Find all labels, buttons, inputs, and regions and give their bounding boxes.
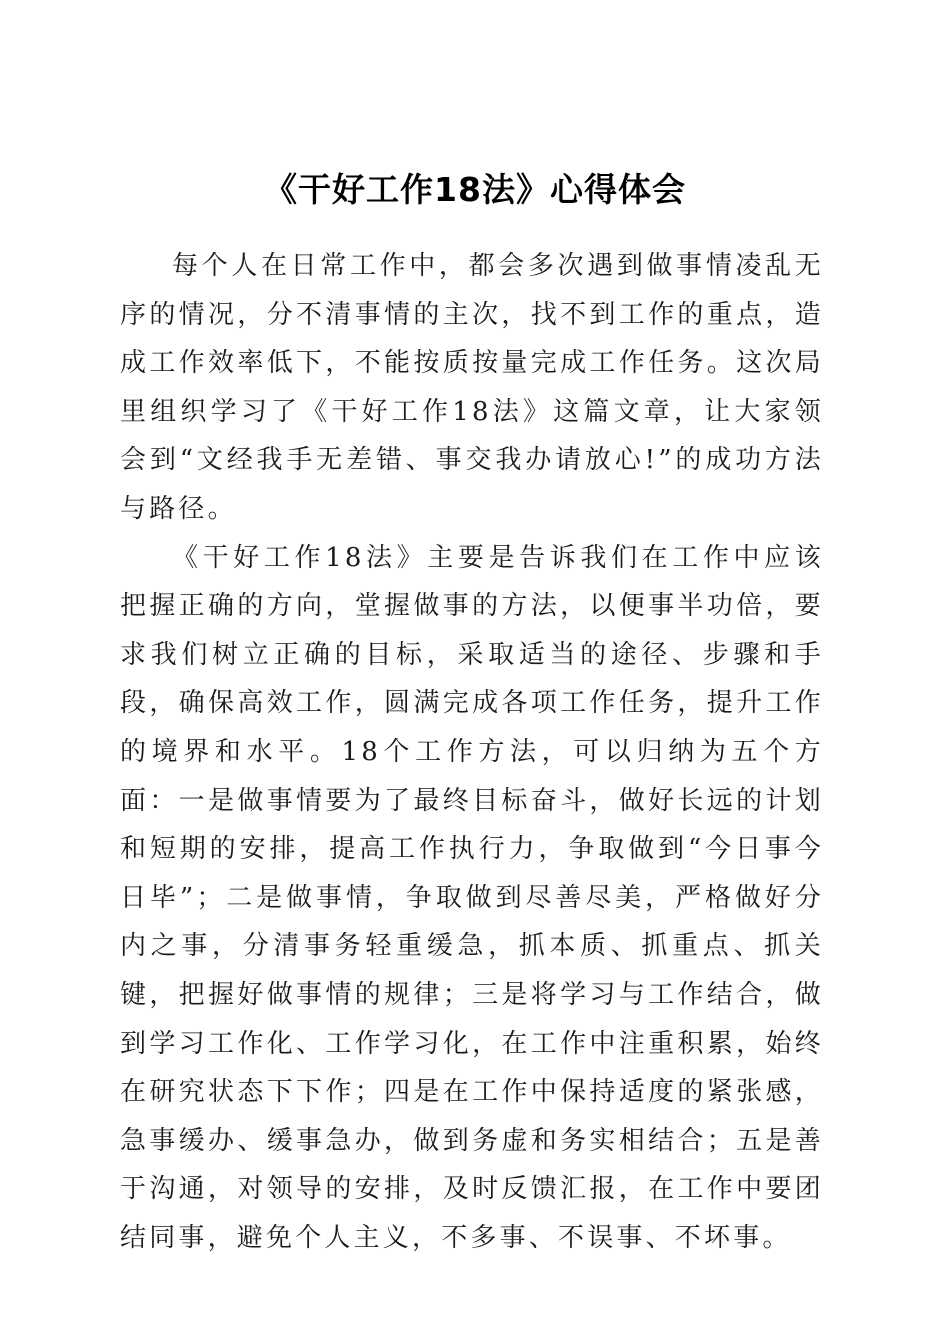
document-body [120,242,824,1262]
paragraph-1: 每个人在日常工作中，都会多次遇到做事情凌乱无序的情况，分不清事情的主次，找不到工作的重点，造成工作效率低下，不能按质按量完成工作任务。这次局里组织学习了《干好工作18法》这篇文章，让大家领会到“文经我手无差错、事交我办请放心!”的成功方法与路径。 [120,251,824,524]
document-title: 《干好工作18法》心得体会 [264,170,686,209]
paragraph-2: 《干好工作18法》主要是告诉我们在工作中应该把握正确的方向，堂握做事的方法，以便事半功倍，要求我们树立正确的目标，采取适当的途径、步骤和手段，确保高效工作，圆满完成各项工作任务，提升工作的境界和水平。18个工作方法，可以归纳为五个方面：一是做事情要为了最终目标奋斗，做好长远的计划和短期的安排，提高工作执行力，争取做到“今日事今日毕”；二是做事情，争取做到尽善尽美，严格做好分内之事，分清事务轻重缓急，抓本质、抓重点、抓关键，把握好做事情的规律；三是将学习与工作结合，做到学习工作化、工作学习化，在工作中注重积累，始终在研究状态下下作；四是在工作中保持适度的紧张感，急事缓办、缓事急办，做到务虚和务实相结合；五是善于沟通，对领导的安排，及时反馈汇报，在工作中要团结同事，避免个人主义，不多事、不误事、不坏事。 [120,542,824,1253]
